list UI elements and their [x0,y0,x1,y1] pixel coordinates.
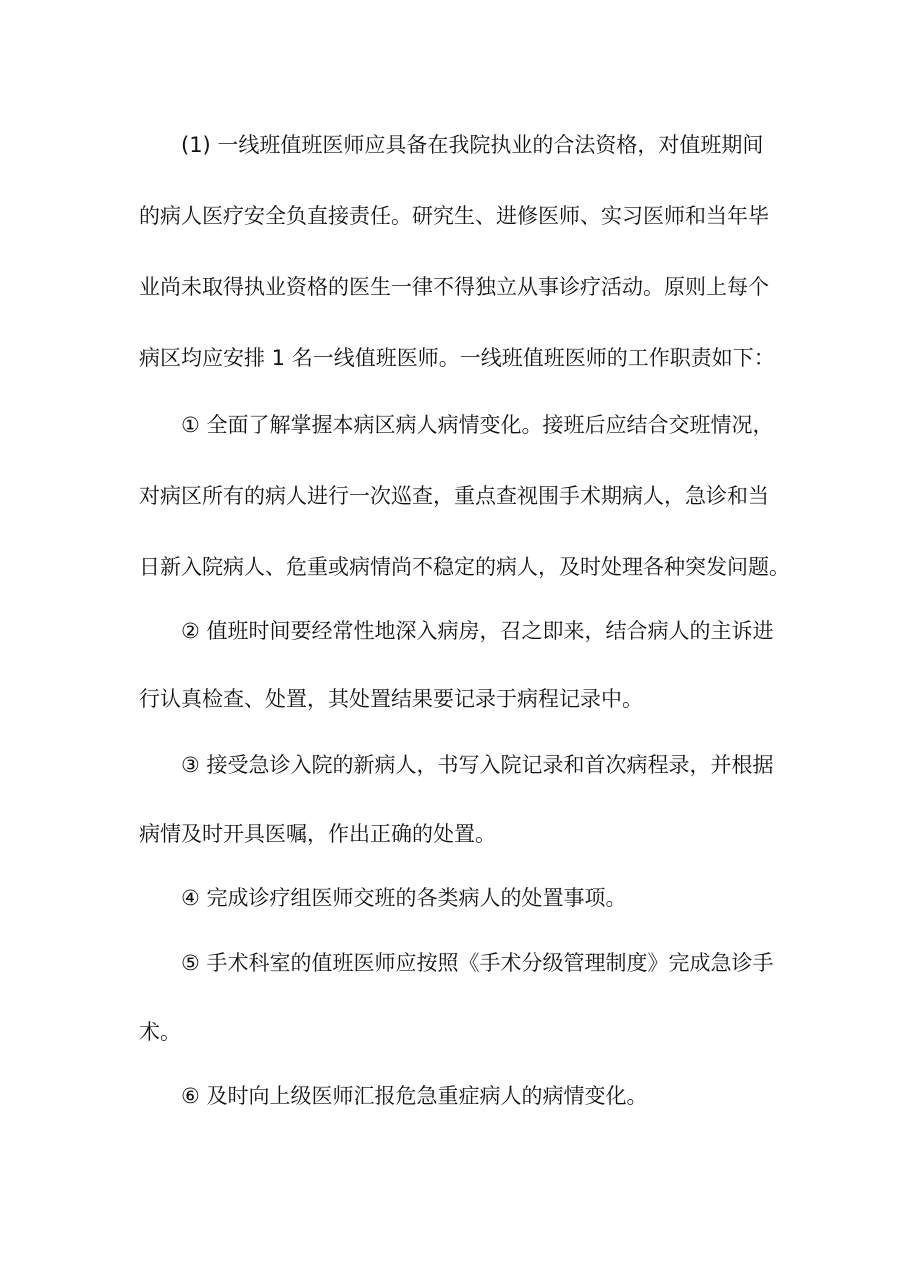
text-line [0,272,910,302]
text-line [0,616,910,646]
text-line [0,750,910,780]
item-6-line-1: ⑥ 及时向上级医师汇报危急重症病人的病情变化。 [181,1084,648,1108]
item-5-line-1: ⑤ 手术科室的值班医师应按照《手术分级管理制度》完成急诊手 [181,951,774,975]
item-2-line-2: 行认真检查、处置，其处置结果要记录于病程记录中。 [139,687,643,711]
text-line [0,684,910,714]
paragraph-1-line-3: 业尚未取得执业资格的医生一律不得独立从事诊疗活动。原则上每个 [139,275,769,299]
text-line [0,343,910,373]
item-4-line-1: ④ 完成诊疗组医师交班的各类病人的处置事项。 [181,886,627,910]
text-line [0,1017,910,1047]
text-line [0,1081,910,1111]
paragraph-1-line-1: (1) 一线班值班医师应具备在我院执业的合法资格，对值班期间 [181,133,764,157]
text-line [0,201,910,231]
text-line [0,883,910,913]
item-3-line-2: 病情及时开具医嘱，作出正确的处置。 [139,822,496,846]
item-1-line-2: 对病区所有的病人进行一次巡查，重点查视围手术期病人，急诊和当 [139,484,769,508]
item-1-line-3: 日新入院病人、危重或病情尚不稳定的病人，及时处理各种突发问题。 [139,555,790,579]
text-line [0,130,910,160]
paragraph-1-line-4: 病区均应安排 1 名一线值班医师。一线班值班医师的工作职责如下： [139,346,775,370]
text-line [0,819,910,849]
text-line [0,552,910,582]
item-1-line-1: ① 全面了解掌握本病区病人病情变化。接班后应结合交班情况， [181,413,774,437]
paragraph-1-line-2: 的病人医疗安全负直接责任。研究生、进修医师、实习医师和当年毕 [139,204,769,228]
item-2-line-1: ② 值班时间要经常性地深入病房，召之即来，结合病人的主诉进 [181,619,774,643]
text-line [0,948,910,978]
text-line [0,481,910,511]
item-3-line-1: ③ 接受急诊入院的新病人，书写入院记录和首次病程录，并根据 [181,753,774,777]
item-5-line-2: 术。 [139,1020,181,1044]
text-line [0,410,910,440]
